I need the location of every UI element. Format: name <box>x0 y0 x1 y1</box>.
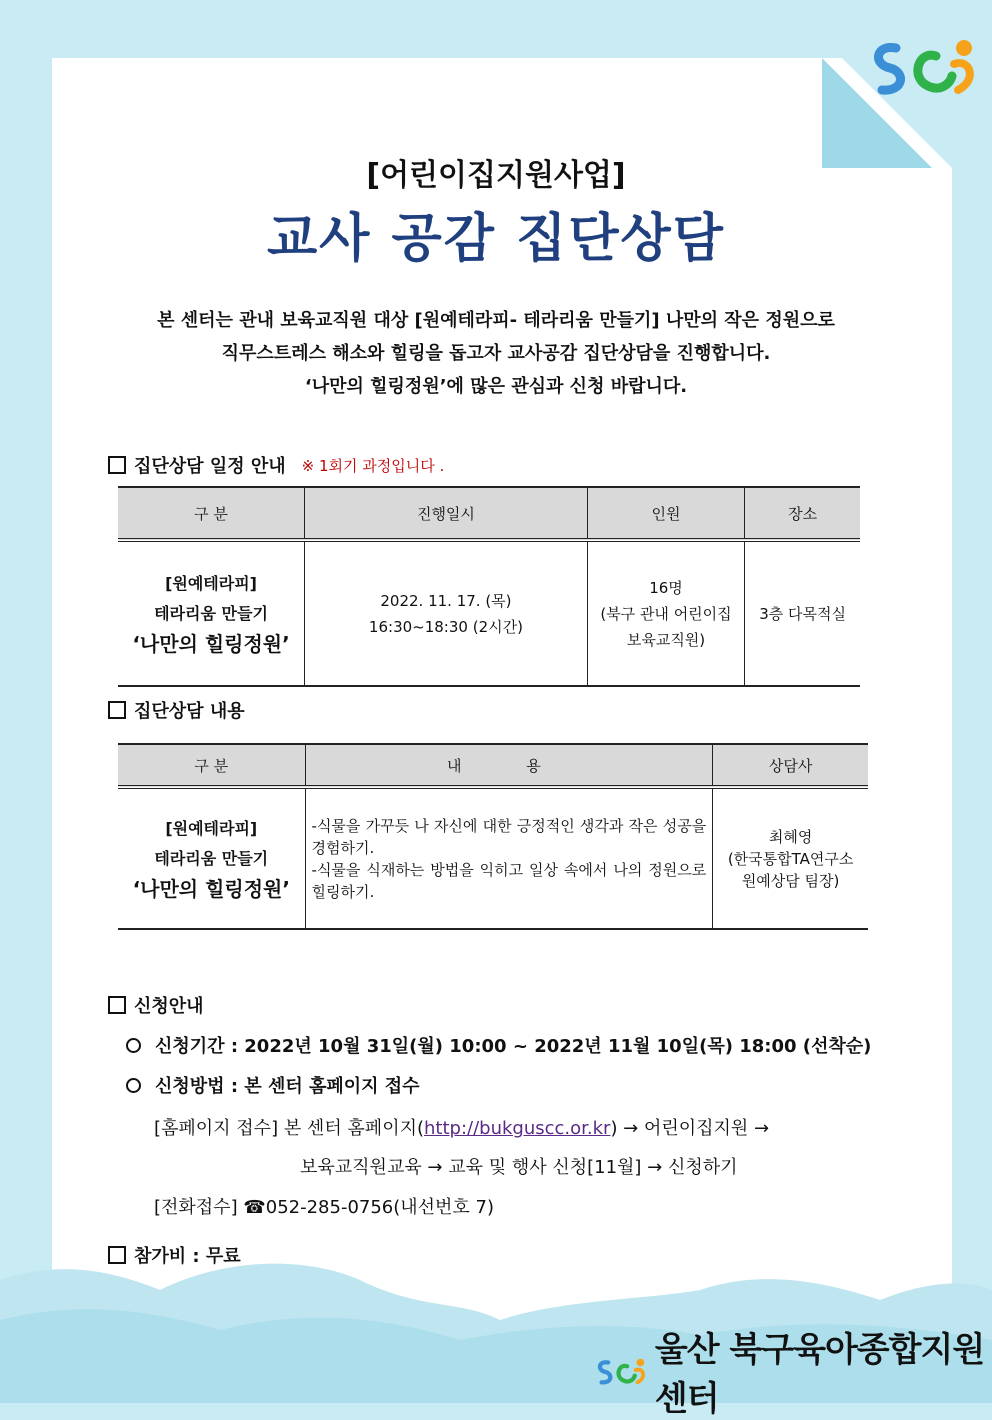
counselor-line: (한국통합TA연구소 <box>727 849 854 868</box>
application-heading <box>108 992 204 1018</box>
program-line: [원예테라피] <box>165 573 257 593</box>
schedule-table <box>118 486 860 687</box>
content-heading-text: 집단상담 내용 <box>134 701 245 722</box>
program-line: [원예테라피] <box>165 818 258 838</box>
phone-application-line: [전화접수] ☎052-285-0756(내선번호 7) <box>154 1197 495 1218</box>
table-header-cell: 구 분 <box>118 744 305 787</box>
application-method-text: 신청방법 : 본 센터 홈페이지 접수 <box>155 1076 420 1097</box>
web-suffix: ) → 어린이집지원 → <box>610 1118 770 1139</box>
web-application-line <box>154 1114 769 1140</box>
content-heading <box>108 697 245 723</box>
table-header-cell: 상담사 <box>713 744 868 787</box>
intro-text <box>80 304 912 403</box>
counselor-cell <box>713 787 868 929</box>
table-header-cell: 구 분 <box>118 487 305 540</box>
table-header-cell: 장소 <box>745 487 860 540</box>
intro-line: ‘나만의 힐링정원’에 많은 관심과 신청 바랍니다. <box>304 376 688 397</box>
center-logo-icon <box>866 28 982 104</box>
table-header-cell: 진행일시 <box>305 487 588 540</box>
checkbox-square-icon <box>108 456 126 474</box>
checkbox-square-icon <box>108 701 126 719</box>
fee-text: 참가비 : 무료 <box>134 1246 241 1267</box>
schedule-heading <box>108 452 444 478</box>
page-title: 교사 공감 집단상담 <box>266 209 726 269</box>
schedule-heading-text: 집단상담 일정 안내 <box>134 456 286 477</box>
program-line: ‘나만의 힐링정원’ <box>132 876 290 901</box>
application-period <box>126 1032 871 1058</box>
page-subtitle: [어린이집지원사업] <box>366 158 626 193</box>
program-cell <box>118 540 305 686</box>
table-row <box>118 540 860 686</box>
datetime-line: 16:30~18:30 (2시간) <box>368 617 523 636</box>
intro-line: 직무스트레스 해소와 힐링을 돕고자 교사공감 집단상담을 진행합니다. <box>221 343 771 364</box>
people-line: 보육교직원) <box>626 630 706 649</box>
web-application-line2: 보육교직원교육 → 교육 및 행사 신청[11월] → 신청하기 <box>300 1157 738 1178</box>
table-header-row <box>118 487 860 540</box>
intro-line: 본 센터는 관내 보육교직원 대상 [원예테라피- 테라리움 만들기] 나만의 작은 정원으로 <box>157 310 835 331</box>
schedule-note: ※ 1회기 과정입니다 . <box>301 456 445 475</box>
description-line: -식물을 가꾸듯 나 자신에 대한 긍정적인 생각과 작은 성공을 경험하기. <box>311 816 707 857</box>
application-heading-text: 신청안내 <box>134 996 204 1017</box>
table-header-cell: 인원 <box>587 487 744 540</box>
application-method <box>126 1072 420 1098</box>
program-cell <box>118 787 305 929</box>
counselor-line: 원예상담 팀장) <box>741 871 840 890</box>
description-cell <box>305 787 713 929</box>
description-line: -식물을 식재하는 방법을 익히고 일상 속에서 나의 정원으로 힐링하기. <box>311 860 707 901</box>
circle-bullet-icon <box>126 1038 141 1053</box>
counselor-line: 최혜영 <box>768 827 813 846</box>
people-line: 16명 <box>649 578 683 597</box>
homepage-link[interactable]: http://bukguscc.or.kr <box>424 1118 611 1139</box>
footer-org-name: 울산 북구육아종합지원센터 <box>654 1330 985 1419</box>
program-line: ‘나만의 힐링정원’ <box>132 631 290 656</box>
checkbox-square-icon <box>108 996 126 1014</box>
datetime-cell <box>305 540 588 686</box>
program-line: 테라리움 만들기 <box>154 848 269 868</box>
footer-logo <box>594 1322 992 1420</box>
place-cell: 3층 다목적실 <box>745 540 860 686</box>
program-line: 테라리움 만들기 <box>154 603 268 623</box>
circle-bullet-icon <box>126 1078 141 1093</box>
people-cell <box>587 540 744 686</box>
center-logo-icon <box>594 1341 649 1401</box>
table-header-cell: 내 용 <box>305 744 713 787</box>
web-prefix: [홈페이지 접수] 본 센터 홈페이지( <box>154 1118 424 1139</box>
people-line: (북구 관내 어린이집 <box>600 604 732 623</box>
table-header-row <box>118 744 868 787</box>
content-table <box>118 743 868 930</box>
table-row <box>118 787 868 929</box>
application-period-text: 신청기간 : 2022년 10월 31일(월) 10:00 ~ 2022년 11월 10일(목) 18:00 (선착순) <box>155 1036 872 1057</box>
datetime-line: 2022. 11. 17. (목) <box>380 591 512 610</box>
